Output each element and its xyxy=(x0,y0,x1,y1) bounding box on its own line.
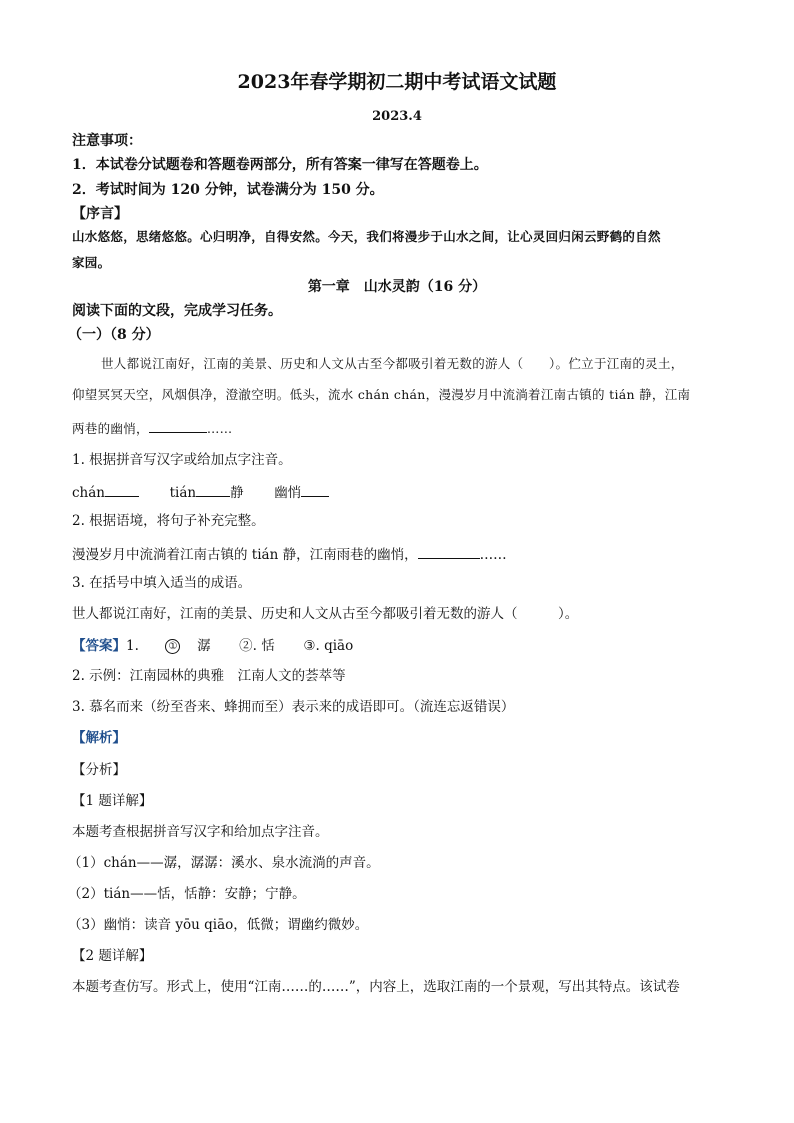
question-2-text xyxy=(72,546,507,563)
passage-line-3 xyxy=(72,420,232,436)
detail-1-intro: 本题考查根据拼音写汉字和给加点字注音。 xyxy=(72,824,329,840)
exam-date: 2023.4 xyxy=(372,109,422,124)
reading-instruction: 阅读下面的文段，完成学习任务。 xyxy=(72,303,282,319)
detail-1-item-3: （3）幽悄：读音 yōu qiāo，低微；谓幽约微妙。 xyxy=(68,917,369,933)
notice-heading: 注意事项： xyxy=(72,133,142,149)
q2-ellipsis: …… xyxy=(479,547,507,563)
answer-marker-2: ②. xyxy=(239,638,257,654)
detail-2-text: 本题考查仿写。形式上，使用“江南……的……”，内容上，选取江南的一个景观，写出其特点。该试卷 xyxy=(72,979,680,995)
detail-2-heading: 【2 题详解】 xyxy=(72,948,153,964)
analysis-heading: 【分析】 xyxy=(72,762,126,778)
q1-item-a: chán xyxy=(72,485,105,501)
answer-2: 恬 xyxy=(261,638,275,654)
q1-blank-a[interactable] xyxy=(105,484,139,497)
q1-blank-b[interactable] xyxy=(196,484,230,497)
answer-marker-3: ③. xyxy=(303,638,320,654)
answer-marker-1: ① xyxy=(165,639,180,654)
passage-line-2: 仰望冥冥天空，风烟俱净，澄澈空明。低头，流水 chán chán，漫漫岁月中流淌着江南古镇的 tián 静，江南 xyxy=(72,387,691,402)
detail-1-heading: 【1 题详解】 xyxy=(72,793,153,809)
answer-line-3: 3. 慕名而来（纷至沓来、蜂拥而至）表示来的成语即可。（流连忘返错误） xyxy=(72,699,515,715)
q1-item-b-suffix: 静 xyxy=(230,485,244,501)
passage-ellipsis: …… xyxy=(206,421,233,436)
passage-line-3-text: 两巷的幽悄， xyxy=(72,421,149,436)
passage-line-1: 世人都说江南好，江南的美景、历史和人文从古至今都吸引着无数的游人（ ）。伫立于江南的灵土， xyxy=(101,356,684,371)
question-1-items xyxy=(72,484,329,501)
preface-heading: 【序言】 xyxy=(72,206,128,222)
answer-line-1 xyxy=(72,639,353,654)
q2-sentence: 漫漫岁月中流淌着江南古镇的 tián 静，江南雨巷的幽悄， xyxy=(72,547,418,563)
section-heading: （一）（8 分） xyxy=(68,327,160,343)
q1-item-c: 幽悄 xyxy=(274,485,302,501)
q2-blank[interactable] xyxy=(418,546,480,559)
answer-num: 1. xyxy=(126,638,139,654)
q1-blank-c[interactable] xyxy=(301,484,329,497)
question-1-stem: 1. 根据拼音写汉字或给加点字注音。 xyxy=(72,452,292,468)
chapter-heading: 第一章 山水灵韵（16 分） xyxy=(307,279,487,295)
answer-3: qiāo xyxy=(324,638,354,654)
page-title: 2023年春学期初二期中考试语文试题 xyxy=(237,71,557,93)
preface-line-2: 家园。 xyxy=(72,255,111,270)
analysis-tag: 【解析】 xyxy=(72,730,126,746)
notice-item-2: 2．考试时间为 120 分钟，试卷满分为 150 分。 xyxy=(72,182,384,198)
notice-item-1: 1．本试卷分试题卷和答题卷两部分，所有答案一律写在答题卷上。 xyxy=(72,157,488,173)
preface-line-1: 山水悠悠，思绪悠悠。心归明净，自得安然。今天，我们将漫步于山水之间，让心灵回归闲云野鹤的自然 xyxy=(72,229,661,244)
answer-tag: 【答案】 xyxy=(72,638,126,654)
question-3-stem: 3. 在括号中填入适当的成语。 xyxy=(72,575,252,591)
q1-item-b: tián xyxy=(169,485,197,501)
passage-blank[interactable] xyxy=(149,420,207,433)
answer-line-2: 2. 示例：江南园林的典雅 江南人文的荟萃等 xyxy=(72,668,346,684)
question-3-text: 世人都说江南好，江南的美景、历史和人文从古至今都吸引着无数的游人（ ）。 xyxy=(72,606,579,622)
answer-1: 潺 xyxy=(197,638,211,654)
question-2-stem: 2. 根据语境，将句子补充完整。 xyxy=(72,513,265,529)
detail-1-item-1: （1）chán——潺，潺潺：溪水、泉水流淌的声音。 xyxy=(68,855,380,871)
detail-1-item-2: （2）tián——恬，恬静：安静；宁静。 xyxy=(68,886,306,902)
